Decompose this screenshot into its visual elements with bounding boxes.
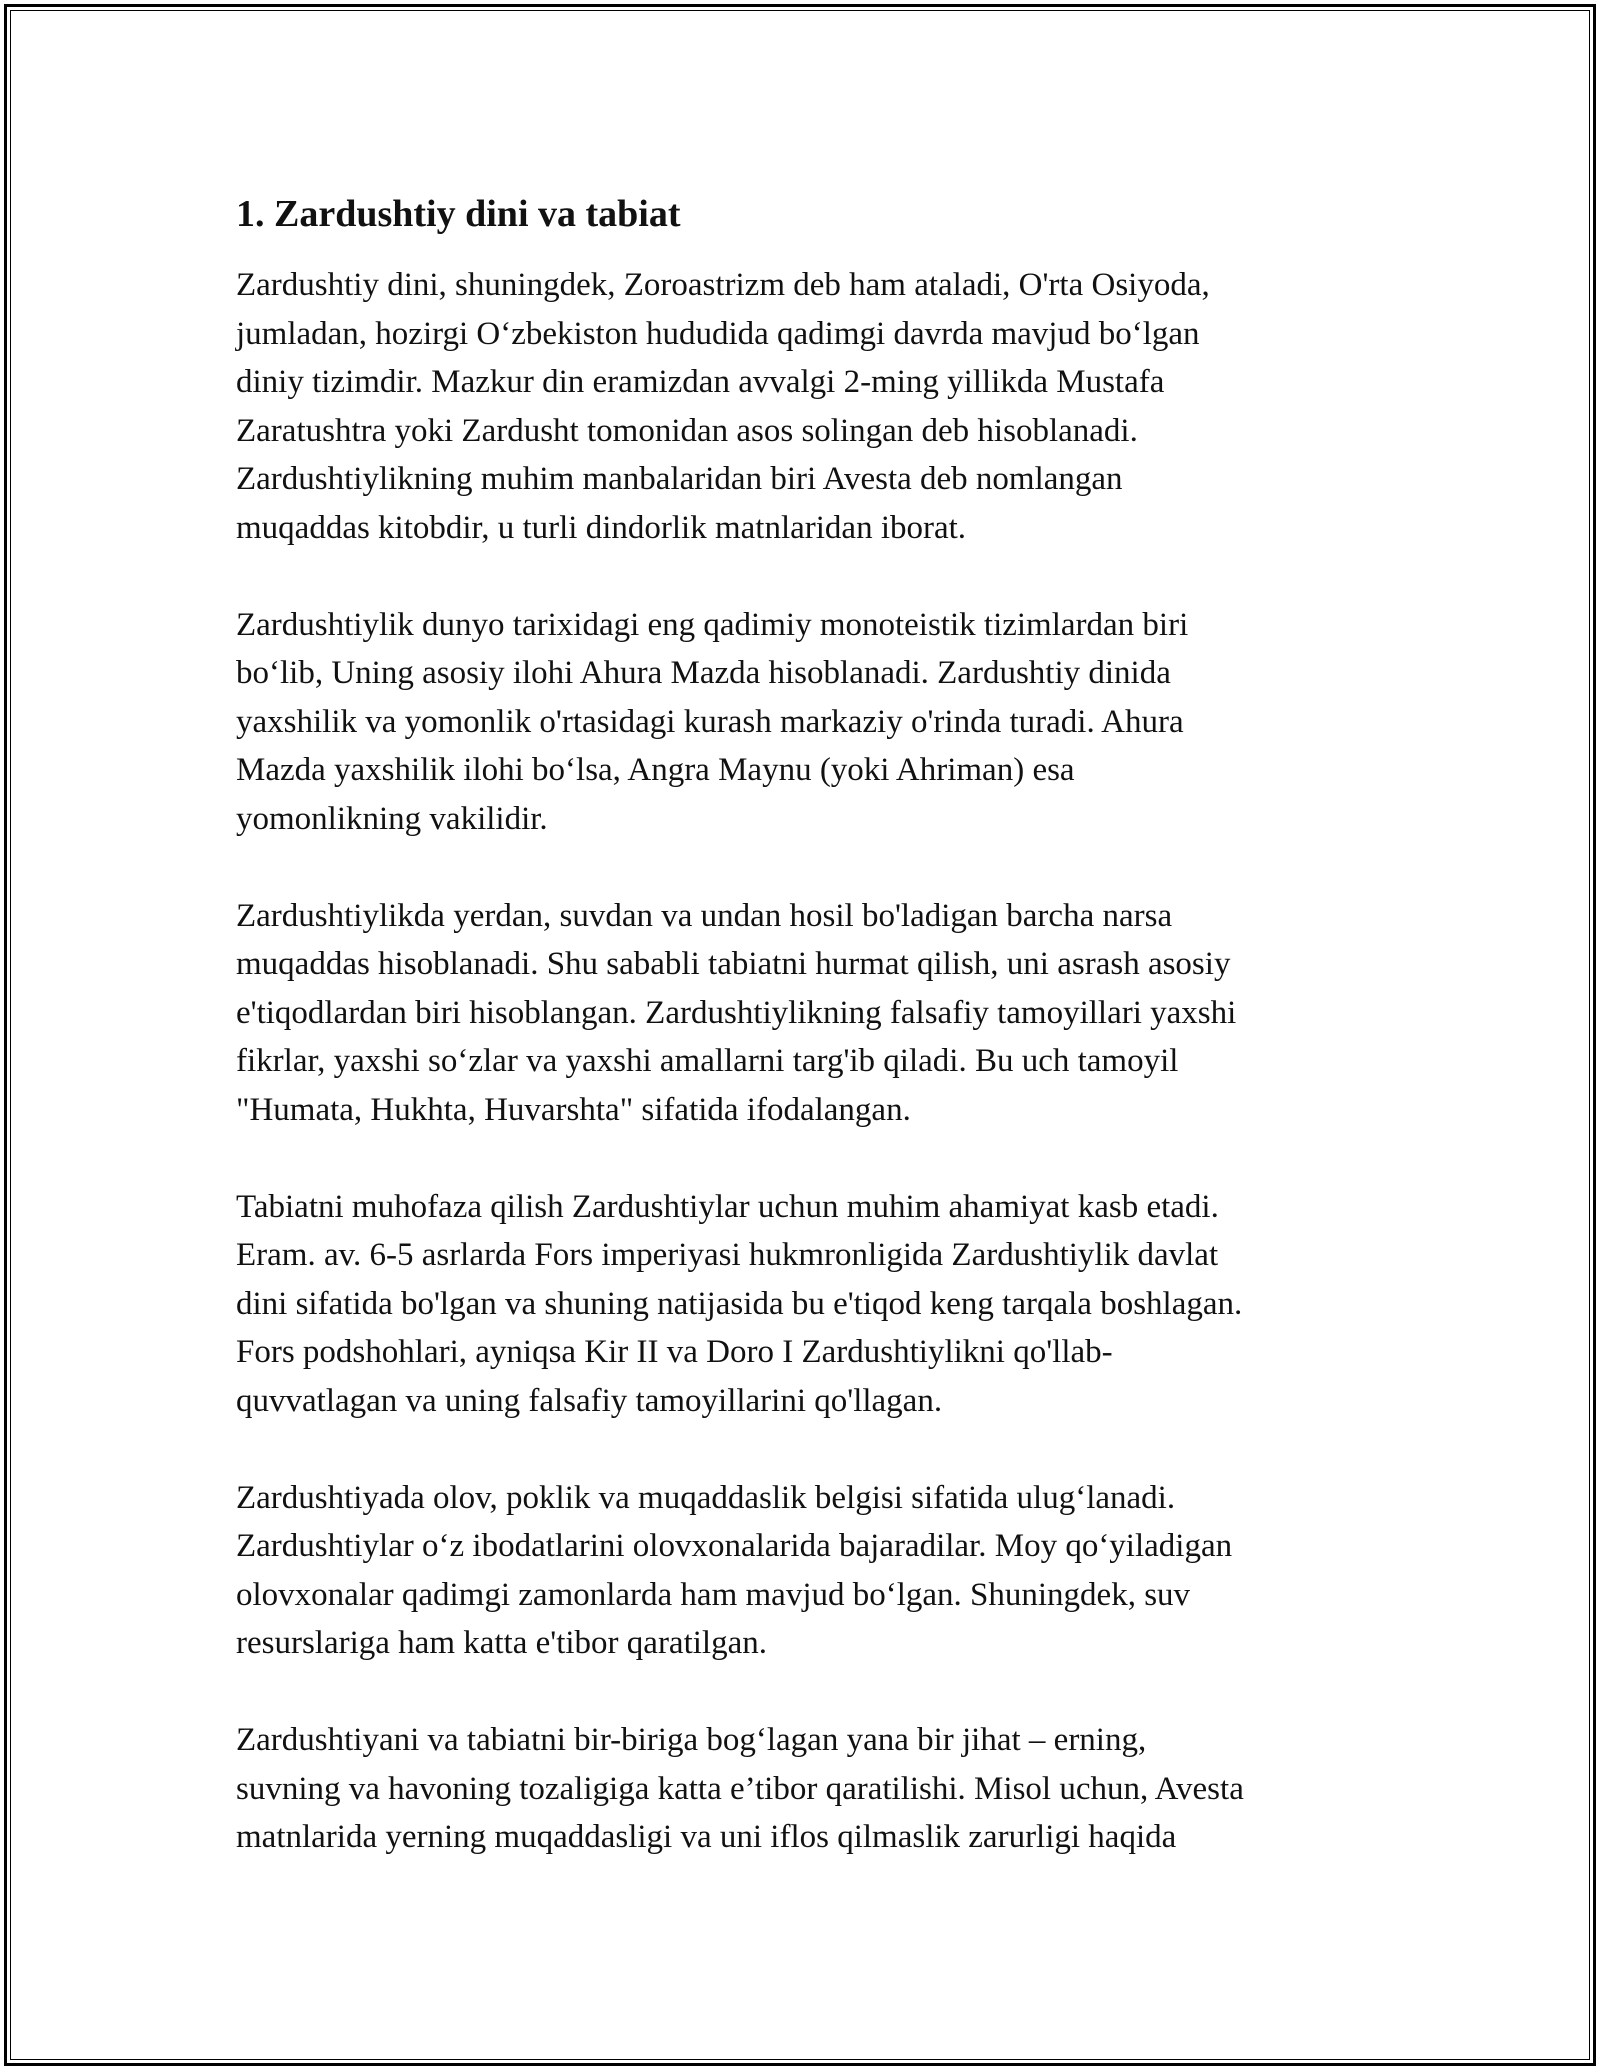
paragraph-line: Mazda yaxshilik ilohi bo‘lsa, Angra Maynu (yoki Ahriman) esa: [236, 752, 1075, 788]
paragraph-line: quvvatlagan va uning falsafiy tamoyillarini qo'llagan.: [236, 1382, 943, 1419]
paragraph-line: olovxonalar qadimgi zamonlarda ham mavjud bo‘lgan. Shuningdek, suv: [236, 1576, 1191, 1613]
paragraph-line: Tabiatni muhofaza qilish Zardushtiylar uchun muhim ahamiyat kasb etadi.: [236, 1188, 1219, 1225]
document-body: [236, 188, 1366, 1910]
paragraph-line: suvning va havoning tozaligiga katta e’tibor qaratilishi. Misol uchun, Avesta: [236, 1770, 1244, 1807]
paragraph-3: [236, 892, 1366, 1135]
paragraph-line: diniy tizimdir. Mazkur din eramizdan avvalgi 2-ming yillikda Mustafa: [236, 364, 1165, 400]
paragraph-line: Zardushtiylar o‘z ibodatlarini olovxonalarida bajaradilar. Moy qo‘yiladigan: [236, 1528, 1233, 1564]
paragraph-line: Zardushtiylik dunyo tarixidagi eng qadimiy monoteistik tizimlardan biri: [236, 606, 1189, 643]
paragraph-line: fikrlar, yaxshi so‘zlar va yaxshi amallarni targ'ib qiladi. Bu uch tamoyil: [236, 1043, 1179, 1079]
paragraph-line: bo‘lib, Uning asosiy ilohi Ahura Mazda hisoblanadi. Zardushtiy dinida: [236, 655, 1171, 691]
paragraph-4: [236, 1183, 1366, 1426]
paragraph-2: [236, 601, 1366, 844]
paragraph-line: dini sifatida bo'lgan va shuning natijasida bu e'tiqod keng tarqala boshlagan.: [236, 1285, 1243, 1322]
paragraph-line: Zaratushtra yoki Zardusht tomonidan asos solingan deb hisoblanadi.: [236, 412, 1138, 449]
paragraph-line: muqaddas hisoblanadi. Shu sababli tabiatni hurmat qilish, uni asrash asosiy: [236, 946, 1231, 982]
paragraph-line: muqaddas kitobdir, u turli dindorlik matnlaridan iborat.: [236, 509, 967, 546]
paragraph-line: Zardushtiy dini, shuningdek, Zoroastrizm deb ham ataladi, O'rta Osiyoda,: [236, 267, 1210, 303]
paragraph-line: e'tiqodlardan biri hisoblangan. Zardushtiylikning falsafiy tamoyillari yaxshi: [236, 994, 1237, 1031]
paragraph-line: Zardushtiyani va tabiatni bir-biriga bog‘lagan yana bir jihat – erning,: [236, 1722, 1147, 1758]
paragraph-line: "Humata, Hukhta, Huvarshta" sifatida ifodalangan.: [236, 1091, 911, 1128]
section-heading: 1. Zardushtiy dini va tabiat: [236, 193, 681, 235]
paragraph-line: resurslariga ham katta e'tibor qaratilgan.: [236, 1625, 767, 1661]
paragraph-1: [236, 261, 1366, 552]
paragraph-line: Zardushtiylikning muhim manbalaridan biri Avesta deb nomlangan: [236, 461, 1123, 497]
paragraph-line: Fors podshohlari, ayniqsa Kir II va Doro I Zardushtiylikni qo'llab-: [236, 1334, 1113, 1370]
paragraph-line: matnlarida yerning muqaddasligi va uni iflos qilmaslik zarurligi haqida: [236, 1819, 1177, 1855]
paragraph-6: [236, 1716, 1366, 1862]
paragraph-5: [236, 1474, 1366, 1668]
paragraph-line: Zardushtiylikda yerdan, suvdan va undan hosil bo'ladigan barcha narsa: [236, 897, 1173, 934]
paragraph-line: yomonlikning vakilidir.: [236, 800, 548, 837]
paragraph-line: yaxshilik va yomonlik o'rtasidagi kurash markaziy o'rinda turadi. Ahura: [236, 703, 1184, 740]
paragraph-line: Zardushtiyada olov, poklik va muqaddaslik belgisi sifatida ulug‘lanadi.: [236, 1479, 1176, 1516]
paragraph-line: Eram. av. 6-5 asrlarda Fors imperiyasi hukmronligida Zardushtiylik davlat: [236, 1237, 1219, 1273]
paragraph-line: jumladan, hozirgi O‘zbekiston hududida qadimgi davrda mavjud bo‘lgan: [236, 315, 1200, 352]
